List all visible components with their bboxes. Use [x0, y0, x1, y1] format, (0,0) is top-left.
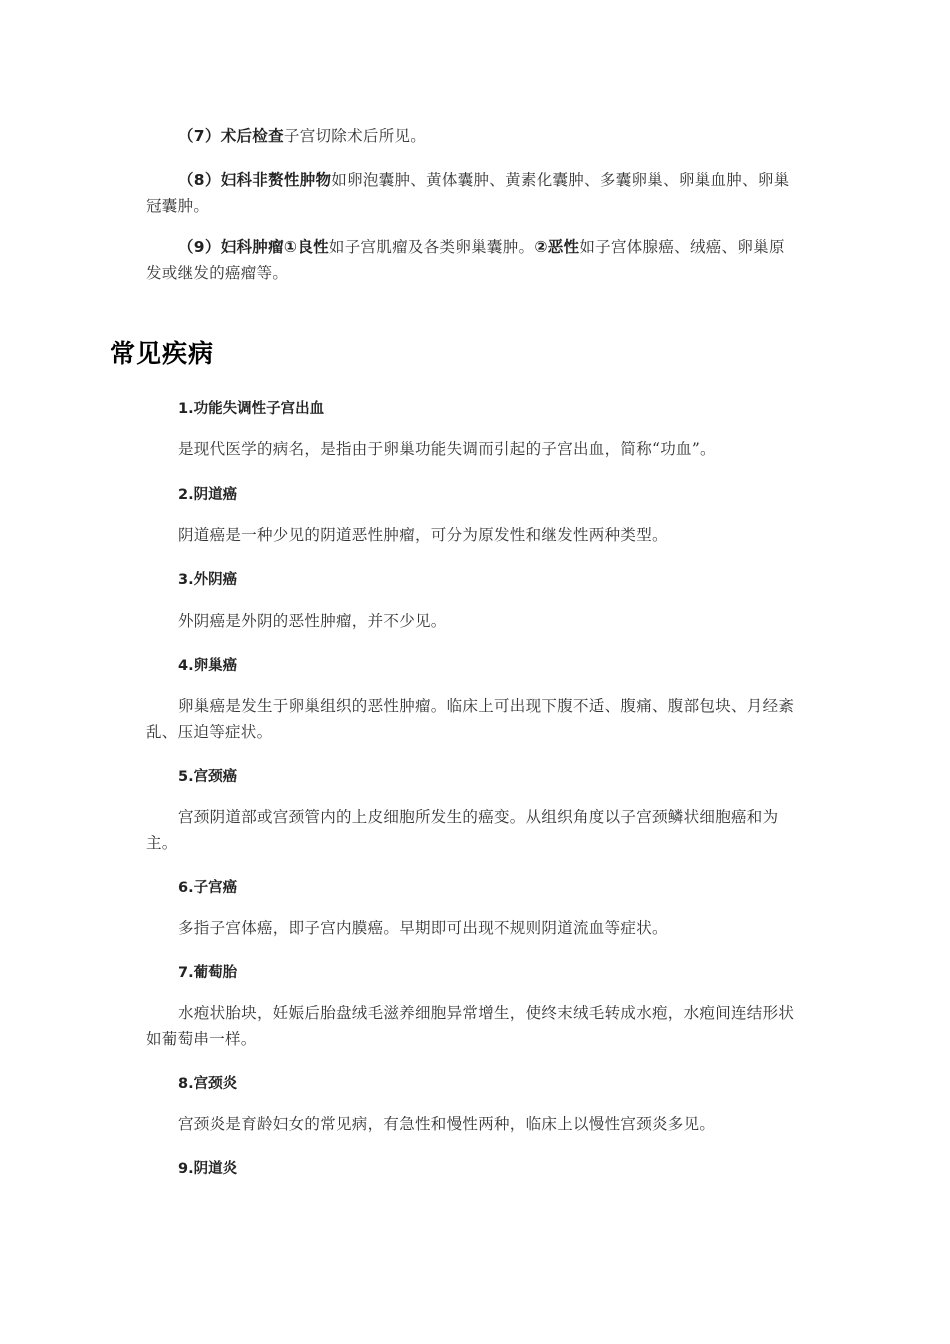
- disease-title: 6.子宫癌: [178, 880, 238, 896]
- disease-description: 水疱状胎块，妊娠后胎盘绒毛滋养细胞异常增生，使终末绒毛转成水疱，水疱间连结形状如葡萄串一样。: [146, 1004, 795, 1048]
- disease-title: 4.卵巢癌: [178, 658, 238, 674]
- disease-description: 宫颈炎是育龄妇女的常见病，有急性和慢性两种，临床上以慢性宫颈炎多见。: [178, 1115, 716, 1133]
- benign-marker: ①良性: [283, 238, 329, 256]
- intro-item-term: 术后检查: [220, 127, 284, 145]
- intro-item-term: 妇科非赘性肿物: [220, 171, 332, 189]
- disease-description: 宫颈阴道部或宫颈管内的上皮细胞所发生的癌变。从组织角度以子宫颈鳞状细胞癌和为主。: [146, 808, 779, 852]
- disease-description: 是现代医学的病名，是指由于卵巢功能失调而引起的子宫出血，简称“功血”。: [178, 440, 716, 458]
- disease-title: 5.宫颈癌: [178, 769, 238, 785]
- disease-description: 外阴癌是外阴的恶性肿瘤，并不少见。: [178, 612, 447, 630]
- intro-item-8: [146, 167, 800, 219]
- malignant-text: 如子宫体腺癌、绒癌、卵巢原发或继发的癌瘤等。: [146, 238, 785, 282]
- intro-item-text: 子宫切除术后所见。: [283, 127, 427, 145]
- intro-item-number: （9）: [178, 238, 221, 256]
- intro-item-text: 如卵泡囊肿、黄体囊肿、黄素化囊肿、多囊卵巢、卵巢血肿、卵巢冠囊肿。: [146, 171, 790, 215]
- intro-item-9: [146, 234, 800, 286]
- disease-title: 8.宫颈炎: [178, 1076, 238, 1092]
- benign-text: 如子宫肌瘤及各类卵巢囊肿。: [328, 238, 535, 256]
- malignant-marker: ②恶性: [534, 238, 580, 256]
- disease-title: 7.葡萄胎: [178, 965, 238, 981]
- disease-title: 1.功能失调性子宫出血: [178, 401, 325, 417]
- section-heading: 常见疾病: [110, 339, 215, 368]
- disease-description: 阴道癌是一种少见的阴道恶性肿瘤，可分为原发性和继发性两种类型。: [178, 526, 668, 544]
- disease-title: 9.阴道炎: [178, 1161, 238, 1177]
- disease-description: 卵巢癌是发生于卵巢组织的恶性肿瘤。临床上可出现下腹不适、腹痛、腹部包块、月经紊乱、压迫等症状。: [146, 697, 795, 741]
- intro-item-number: （8）: [178, 171, 221, 189]
- intro-item-term: 妇科肿瘤: [220, 238, 284, 256]
- intro-item-number: （7）: [178, 127, 221, 145]
- intro-item-7: [146, 123, 800, 149]
- disease-title: 3.外阴癌: [178, 572, 238, 588]
- disease-title: 2.阴道癌: [178, 487, 238, 503]
- disease-description: 多指子宫体癌，即子宫内膜癌。早期即可出现不规则阴道流血等症状。: [178, 919, 668, 937]
